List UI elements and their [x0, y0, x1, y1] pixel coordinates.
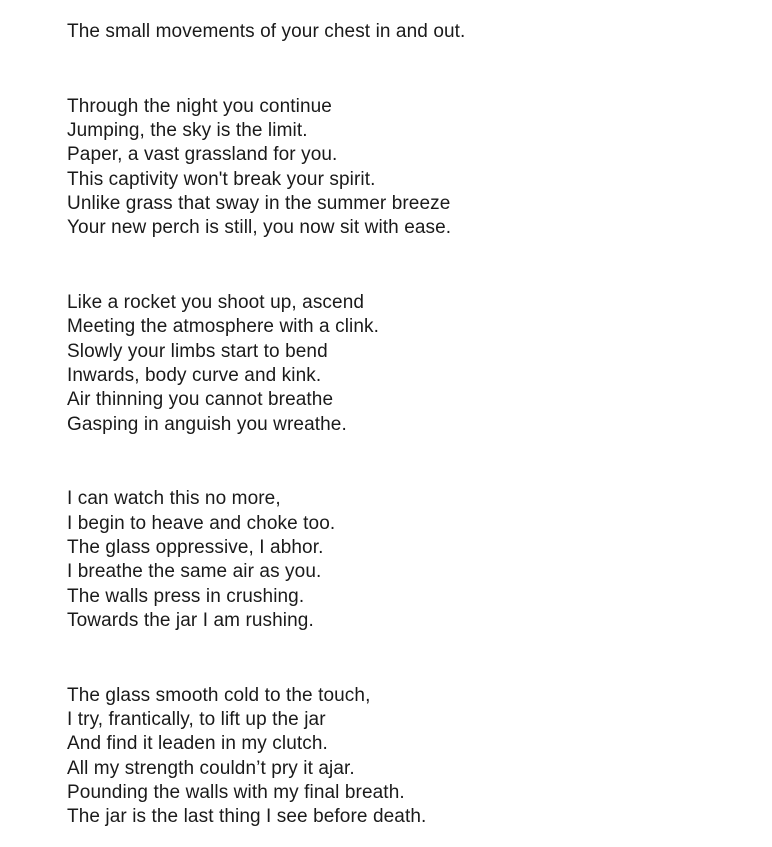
stanza-line: Unlike grass that sway in the summer breeze [67, 193, 451, 214]
stanza-line: Slowly your limbs start to bend [67, 341, 328, 362]
poem-intro-line: The small movements of your chest in and out. [67, 21, 466, 42]
stanza-line: Paper, a vast grassland for you. [67, 144, 338, 165]
stanza-line: Gasping in anguish you wreathe. [67, 414, 347, 435]
stanza-line: This captivity won't break your spirit. [67, 169, 376, 190]
stanza-line: And find it leaden in my clutch. [67, 733, 328, 754]
stanza-line: Pounding the walls with my final breath. [67, 782, 405, 803]
stanza-line: Towards the jar I am rushing. [67, 610, 314, 631]
stanza-line: Inwards, body curve and kink. [67, 365, 322, 386]
stanza-line: The jar is the last thing I see before death. [67, 806, 427, 827]
stanza-line: I try, frantically, to lift up the jar [67, 709, 326, 730]
stanza-line: Meeting the atmosphere with a clink. [67, 316, 379, 337]
stanza-line: I breathe the same air as you. [67, 561, 322, 582]
stanza-line: I can watch this no more, [67, 488, 281, 509]
stanza-line: All my strength couldn’t pry it ajar. [67, 758, 355, 779]
stanza-line: The glass oppressive, I abhor. [67, 537, 324, 558]
stanza-line: Air thinning you cannot breathe [67, 389, 334, 410]
stanza-line: Through the night you continue [67, 96, 332, 117]
stanza-line: Like a rocket you shoot up, ascend [67, 292, 365, 313]
stanza-line: Jumping, the sky is the limit. [67, 120, 308, 141]
stanza-line: Your new perch is still, you now sit with ease. [67, 217, 452, 238]
stanza-line: The walls press in crushing. [67, 586, 305, 607]
stanza-line: The glass smooth cold to the touch, [67, 685, 371, 706]
stanza-line: I begin to heave and choke too. [67, 513, 336, 534]
